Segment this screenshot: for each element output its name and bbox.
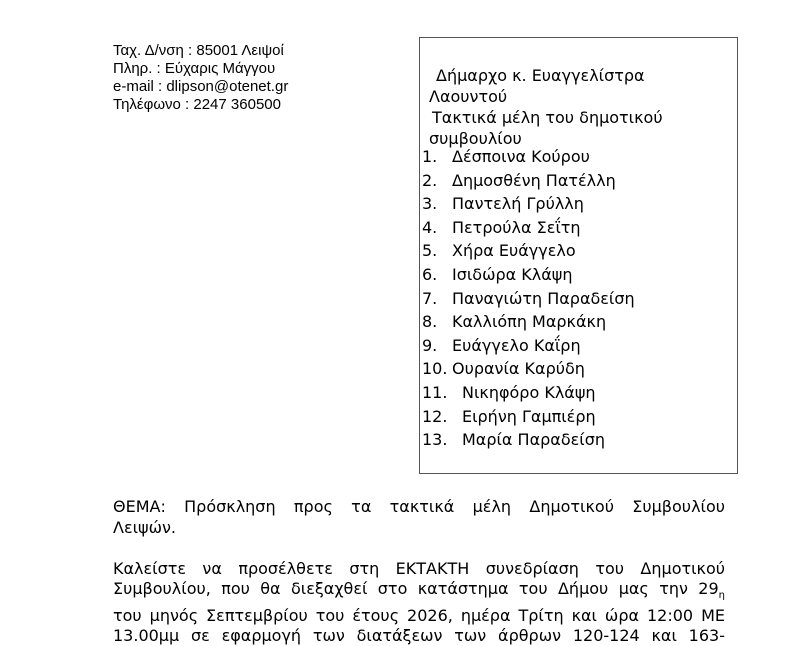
member-name: Ουρανία Καρύδη bbox=[452, 359, 585, 379]
member-name: Παναγιώτη Παραδείση bbox=[452, 288, 635, 308]
recipient-members-label-cont: συμβουλίου bbox=[429, 129, 522, 148]
body-line bbox=[113, 579, 725, 606]
council-member-item bbox=[422, 334, 635, 358]
council-member-item bbox=[422, 216, 635, 240]
invitation-body bbox=[113, 559, 725, 646]
member-number: 1. bbox=[422, 147, 438, 166]
member-name: Καλλιόπη Μαρκάκη bbox=[452, 312, 607, 332]
recipients-box bbox=[419, 37, 738, 474]
member-name: Δημοσθένη Πατέλλη bbox=[452, 170, 616, 190]
member-name: Χήρα Ευάγγελο bbox=[452, 241, 576, 261]
council-member-list bbox=[422, 145, 635, 452]
council-member-item bbox=[422, 287, 635, 311]
sender-email: e-mail : dlipson@otenet.gr bbox=[113, 78, 289, 95]
recipient-members-label: Τακτικά μέλη του δημοτικού bbox=[432, 108, 663, 127]
council-member-item bbox=[422, 169, 635, 193]
member-name: Πετρούλα Σεΐτη bbox=[452, 217, 581, 237]
member-name: Παντελή Γρύλλη bbox=[452, 194, 584, 214]
body-line: του μηνός Σεπτεμβρίου του έτους 2026, ημέρα Τρίτη και ώρα 12:00 ΜΕ bbox=[113, 606, 725, 626]
council-member-item bbox=[422, 357, 635, 381]
council-member-item bbox=[422, 310, 635, 334]
member-number: 6. bbox=[422, 264, 438, 284]
recipient-mayor-surname: Λαουντού bbox=[429, 87, 508, 106]
council-member-item bbox=[422, 381, 635, 405]
body-line: Καλείστε να προσέλθετε στη ΕΚΤΑΚΤΗ συνεδρίαση του Δημοτικού bbox=[113, 559, 725, 578]
body-line: 13.00μμ σε εφαρμογή των διατάξεων των άρθρων 120-124 και 163- bbox=[113, 626, 725, 646]
subject-line-cont: Λειψών. bbox=[113, 518, 176, 537]
council-member-item bbox=[422, 239, 635, 263]
member-name: Ειρήνη Γαμπιέρη bbox=[462, 406, 596, 426]
council-member-item bbox=[422, 263, 635, 287]
member-number: 8. bbox=[422, 312, 438, 332]
member-number: 12. bbox=[422, 406, 448, 426]
member-number: 4. bbox=[422, 217, 438, 237]
member-number: 3. bbox=[422, 194, 438, 214]
council-member-item bbox=[422, 145, 635, 169]
member-number: 13. bbox=[422, 430, 448, 450]
council-member-item bbox=[422, 405, 635, 429]
member-name: Δέσποινα Κούρου bbox=[452, 147, 590, 166]
member-number: 5. bbox=[422, 241, 438, 261]
subject bbox=[113, 496, 725, 538]
member-number: 9. bbox=[422, 335, 438, 355]
member-number: 10. bbox=[422, 359, 448, 379]
member-number: 7. bbox=[422, 288, 438, 308]
member-number: 11. bbox=[422, 382, 448, 402]
member-name: Νικηφόρο Κλάψη bbox=[462, 382, 596, 402]
sender-address: Ταχ. Δ/νση : 85001 Λειψοί bbox=[113, 42, 284, 59]
sender-phone: Τηλέφωνο : 2247 360500 bbox=[113, 96, 281, 113]
member-number: 2. bbox=[422, 170, 438, 190]
member-name: Μαρία Παραδείση bbox=[462, 430, 605, 450]
ordinal-suffix: η bbox=[718, 590, 725, 602]
council-member-item bbox=[422, 192, 635, 216]
sender-info bbox=[113, 42, 288, 114]
recipient-mayor: Δήμαρχο κ. Ευαγγελίστρα bbox=[436, 66, 645, 85]
member-name: Ευάγγελο Καΐρη bbox=[452, 335, 581, 355]
sender-contact: Πληρ. : Εύχαρις Μάγγου bbox=[113, 60, 276, 77]
subject-line: ΘΕΜΑ: Πρόσκληση προς τα τακτικά μέλη Δημοτικού Συμβουλίου bbox=[113, 497, 725, 516]
body-line-text: Συμβουλίου, που θα διεξαχθεί στο κατάστημα του Δήμου μας την 29 bbox=[113, 579, 719, 598]
council-member-item bbox=[422, 428, 635, 452]
recipients-heading bbox=[429, 65, 663, 149]
member-name: Ισιδώρα Κλάψη bbox=[452, 264, 573, 284]
